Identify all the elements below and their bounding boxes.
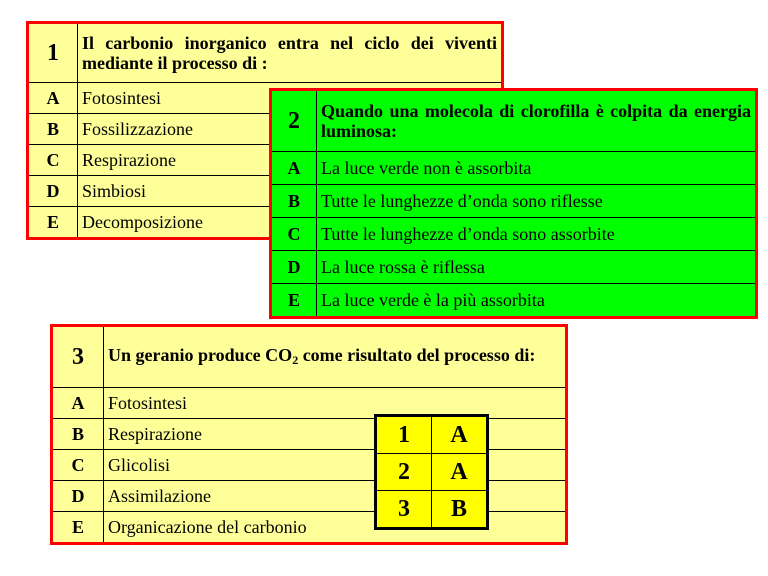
option-letter: C [28,145,78,176]
option-letter: A [271,152,317,185]
option-text: Assimilazione [104,481,567,512]
answer-letter: B [432,491,488,529]
option-text: La luce rossa è riflessa [317,251,757,284]
option-letter: C [52,450,104,481]
answer-key-table [374,414,489,530]
option-text: Tutte le lunghezze d’onda sono riflesse [317,185,757,218]
option-text: Fotosintesi [78,83,503,114]
answer-number: 3 [376,491,432,529]
option-text: La luce verde è la più assorbita [317,284,757,318]
question-number: 1 [28,23,78,83]
option-letter: E [52,512,104,544]
option-text: Respirazione [104,419,567,450]
question-2-table [269,88,758,319]
option-text: Respirazione [78,145,503,176]
answer-number: 2 [376,454,432,491]
option-letter: B [28,114,78,145]
answer-letter: A [432,454,488,491]
question-text [104,326,567,388]
option-letter: E [271,284,317,318]
question-number: 3 [52,326,104,388]
question-text-end: come risultato del processo di: [298,344,536,365]
option-letter: D [28,176,78,207]
option-letter: A [28,83,78,114]
option-letter: C [271,218,317,251]
answer-number: 1 [376,416,432,454]
option-letter: D [52,481,104,512]
option-text: Tutte le lunghezze d’onda sono assorbite [317,218,757,251]
option-letter: D [271,251,317,284]
option-letter: B [52,419,104,450]
question-text: Quando una molecola di clorofilla è colpita da energia luminosa: [317,90,757,152]
option-letter: B [271,185,317,218]
question-text: Il carbonio inorganico entra nel ciclo dei viventi mediante il processo di : [78,23,503,83]
option-letter: E [28,207,78,239]
option-text: Organicazione del carbonio [104,512,567,544]
question-3-table [50,324,568,545]
option-text: Fossilizzazione [78,114,503,145]
option-text: Fotosintesi [104,388,567,419]
answer-letter: A [432,416,488,454]
option-text: Simbiosi [78,176,503,207]
question-number: 2 [271,90,317,152]
option-letter: A [52,388,104,419]
option-text: Glicolisi [104,450,567,481]
subscript: 2 [292,352,299,367]
option-text: La luce verde non è assorbita [317,152,757,185]
question-text-start: Un geranio produce CO [108,344,293,365]
option-text: Decomposizione [78,207,503,239]
